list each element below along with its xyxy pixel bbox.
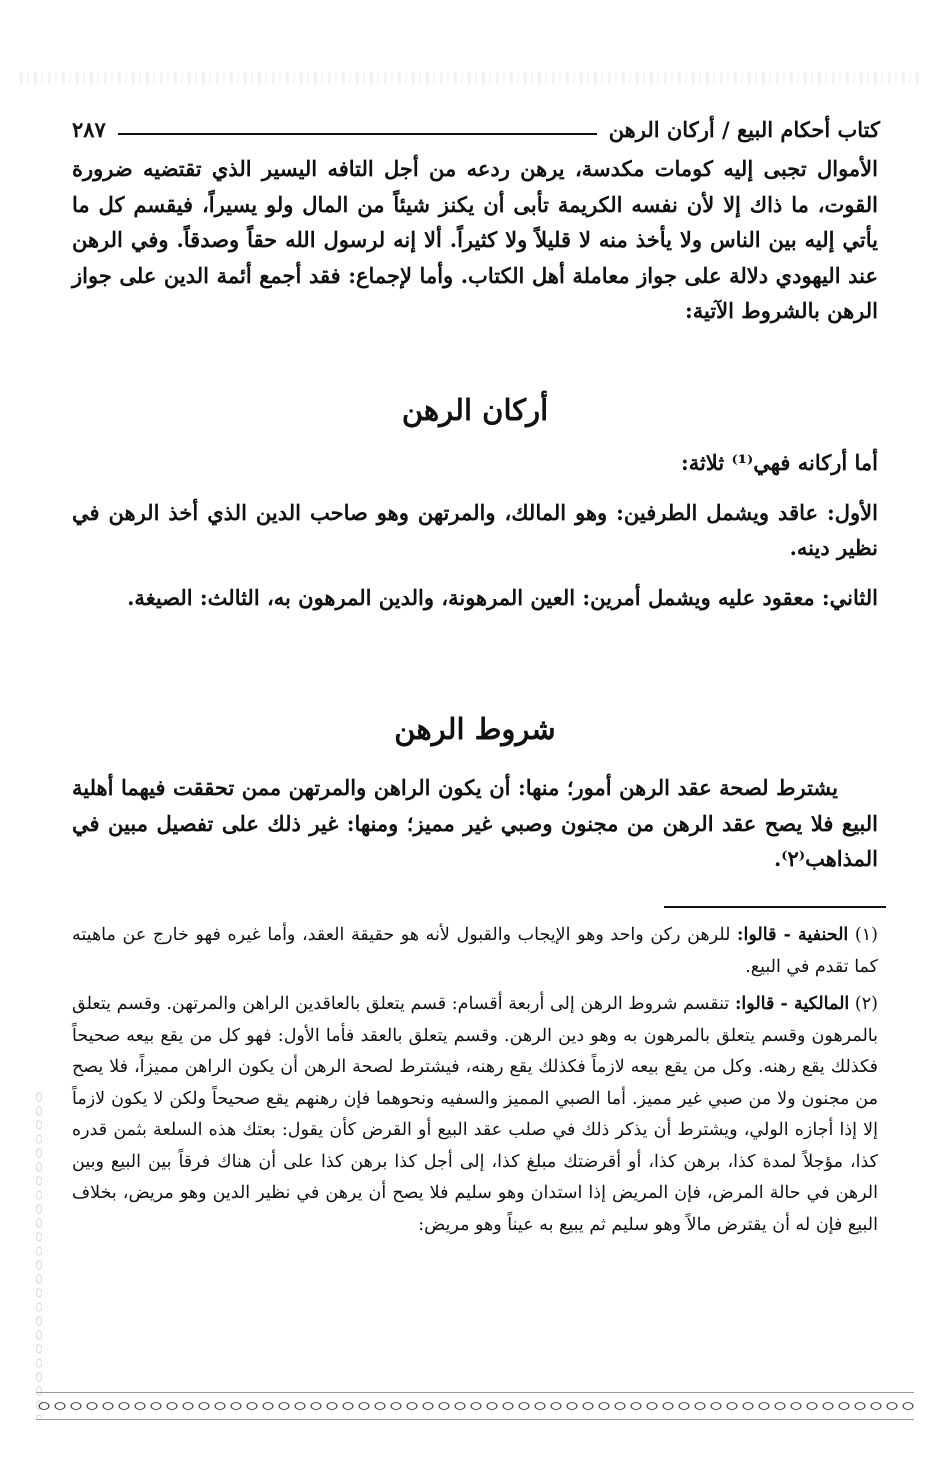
- ornamental-border-bottom: [36, 1392, 914, 1420]
- scan-artifact: [20, 72, 920, 84]
- footnote-school-label: المالكية - قالوا:: [734, 994, 850, 1014]
- pillar-first: الأول: عاقد ويشمل الطرفين: وهو المالك، والمرتهن وهو صاحب الدين الذي أخذ الرهن في نظير دينه.: [72, 499, 878, 560]
- pillar-second: الثاني: معقود عليه ويشمل أمرين: العين المرهونة، والدين المرهون به، الثالث: الصيغة.: [127, 584, 878, 610]
- pillars-section: [72, 445, 878, 615]
- intro-paragraph: [72, 151, 878, 329]
- page-number: ٢٨٧: [72, 117, 106, 142]
- footnotes: [72, 920, 878, 1247]
- footnote-text: للرهن ركن واحد وهو الإيجاب والقبول لأنه هو حقيقة العقد، وأما غيره فهو خارج عن ماهيته كما تقدم في البيع.: [72, 925, 878, 977]
- conditions-text: يشترط لصحة عقد الرهن أمور؛ منها: أن يكون الراهن والمرتهن ممن تحققت فيهما أهلية البيع فلا يصح عقد الرهن من مجنون وصبي غير مميز؛ ومنها: غير ذلك على تفصيل مبين في المذاهب⁽٢⁾.: [72, 775, 878, 871]
- section-heading-conditions: شروط الرهن: [394, 712, 556, 746]
- pillars-lead: أما أركانه فهي⁽¹⁾ ثلاثة:: [680, 450, 878, 475]
- footnote-1: [72, 920, 878, 983]
- running-header: [72, 108, 880, 142]
- footnote-text: تنقسم شروط الرهن إلى أربعة أقسام: قسم يتعلق بالعاقدين الراهن والمرتهن. وقسم يتعلق بالمرهون وقسم يتعلق بالمرهون به وهو دين الرهن. وقسم يتعلق بالعقد فأما الأول: فهو كل من يقع بيعه صحيحاً فكذلك يقع رهنه. وكل من يقع بيعه لازماً فكذلك يقع رهنه، فيشترط لصحة الرهن أن يكون الراهن مميزاً، فلا يصح من مجنون ولا من صبي غير مميز. أما الصبي المميز والسفيه ونحوهما فإن رهنهم يقع صحيحاً ولكن لا يكون لازماً إلا إذا أجازه الولي، ويشترط أن يذكر ذلك في صلب عقد البيع أو القرض كأن يقول: بعتك هذه السلعة بثمن قدره كذا، مؤجلاً لمدة كذا، برهن كذا، أو أقرضتك مبلغ كذا، إلى أجل كذا برهن كذا على أن هناك فرقاً بين البيع وبين الرهن في حالة المرض، فإن المريض إذا استدان وهو سليم فلا يصح أن يرهن في نظير الدين وهو مريض، بخلاف البيع فإن له أن يقترض مالاً وهو سليم ثم يبيع به عيناً وهو مريض:: [72, 994, 878, 1235]
- header-rule: [118, 133, 597, 135]
- footnote-marker: (٢): [854, 994, 878, 1014]
- conditions-paragraph: [72, 770, 878, 877]
- footnote-marker: (١): [854, 925, 878, 945]
- ornamental-border-left: [32, 1090, 46, 1420]
- running-title: كتاب أحكام البيع / أركان الرهن: [608, 117, 880, 142]
- section-heading-pillars: أركان الرهن: [401, 393, 549, 427]
- intro-text: الأموال تجبى إليه كومات مكدسة، يرهن ردعه من أجل التافه اليسير الذي تقتضيه ضرورة القوت، ما ذاك إلا لأن نفسه الكريمة تأبى أن يكنز شيئاً من المال ولو يسيراً، فيقسم كل ما يأتي إليه بين الناس ولا يأخذ منه لا قليلاً ولا كثيراً. ألا إنه لرسول الله حقاً وصدقاً. وفي الرهن عند اليهودي دلالة على جواز معاملة أهل الكتاب. وأما لإجماع: فقد أجمع أئمة الدين على جواز الرهن بالشروط الآتية:: [72, 156, 878, 323]
- footnote-2: [72, 989, 878, 1241]
- footnote-school-label: الحنفية - قالوا:: [737, 925, 849, 945]
- footnote-divider: [664, 906, 886, 908]
